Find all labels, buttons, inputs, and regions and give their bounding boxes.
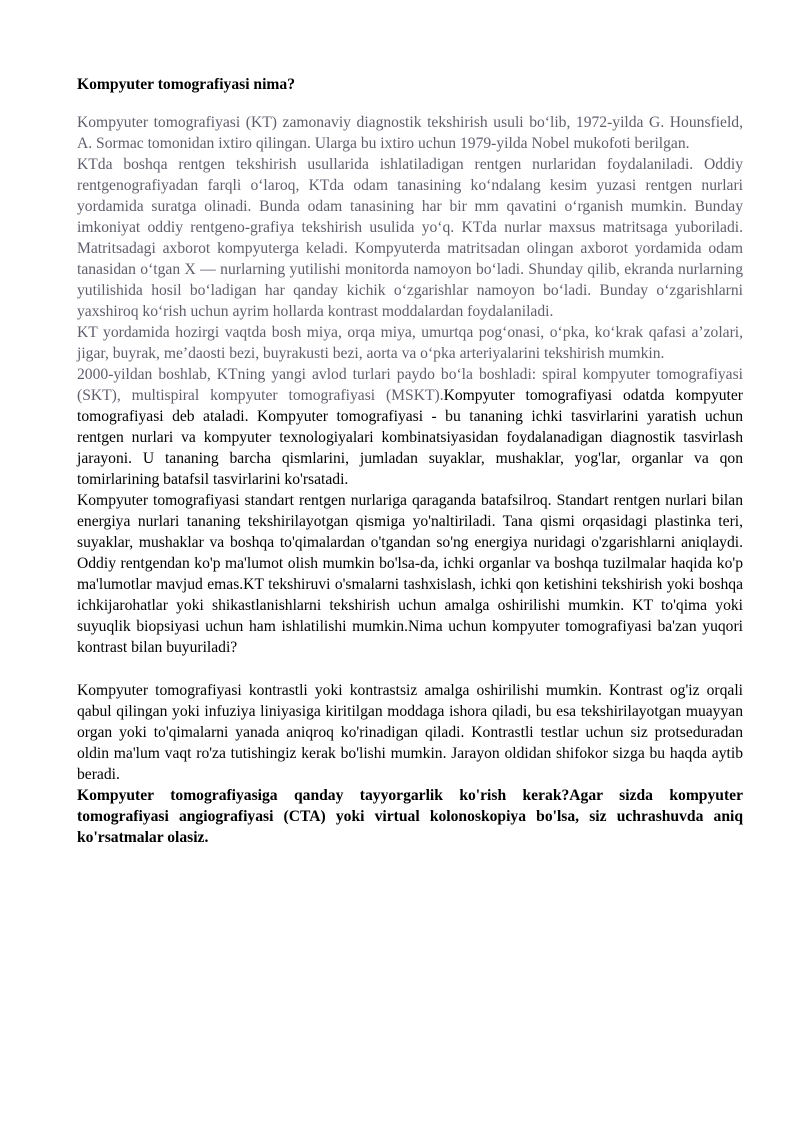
paragraph-contrast: Kompyuter tomografiyasi kontrastli yoki kontrastsiz amalga oshirilishi mumkin. Kontrast og'iz orqali qabul qilingan yoki infuziya liniyasiga kiritilgan moddaga ishora qiladi, bu esa tekshirilayotgan muayyan organ yoki to'qimalarni yanada aniqroq ko'rinadigan qiladi. Kontrastli testlar uchun siz protseduradan oldin ma'lum vaqt ro'za tutishingiz kerak bo'lishi mumkin. Jarayon oldidan shifokor sizga bu haqda aytib beradi. bbox=[77, 682, 743, 783]
document-page bbox=[77, 74, 743, 848]
paragraph-kt-organs: KT yordamida hozirgi vaqtda bosh miya, orqa miya, umurtqa pog‘onasi, o‘pka, ko‘krak qafasi a’zolari, jigar, buyrak, me’daosti bezi, buyrakusti bezi, aorta va o‘pka arteriyalarini tekshirish mumkin. bbox=[77, 324, 743, 362]
paragraph-preparation: Kompyuter tomografiyasiga qanday tayyorgarlik ko'rish kerak?Agar sizda kompyuter tomografiyasi angiografiyasi (CTA) yoki virtual kolonoskopiya bo'lsa, siz uchrashuvda aniq ko'rsatmalar olasiz. bbox=[77, 787, 743, 846]
paragraph-kt-history: Kompyuter tomografiyasi (KT) zamonaviy diagnostik tekshirish usuli bo‘lib, 1972-yilda G. Hounsfield, A. Sormac tomonidan ixtiro qilingan. Ularga bu ixtiro uchun 1979-yilda Nobel mukofoti berilgan. bbox=[77, 114, 743, 152]
paragraph-kt-method: KTda boshqa rentgen tekshirish usullarida ishlatiladigan rentgen nurlaridan foydalaniladi. Oddiy rentgenografiyadan farqli o‘laroq, KTda odam tanasining ko‘ndalang kesim yuzasi rentgen nurlari yordamida suratga olinadi. Bunda odam tanasining har bir mm qavatini o‘rganish mumkin. Bunday imkoniyat oddiy rentgeno-grafiya tekshirish usulida yo‘q. KTda nurlar maxsus matritsaga yuboriladi. Matritsadagi axborot kompyuterga keladi. Kompyuterda matritsadan olingan axborot yordamida odam tanasidan o‘tgan X — nurlarning yutilishi monitorda namoyon bo‘ladi. Shunday qilib, ekranda nurlarning yutilishida hosil bo‘ladigan har qanday kichik o‘zgarishlar namoyon bo‘ladi. Bunday o‘zgarishlarni yaxshiroq ko‘rish uchun ayrim hollarda kontrast moddalardan foydalaniladi. bbox=[77, 156, 743, 320]
page-title: Kompyuter tomografiyasi nima? bbox=[77, 76, 296, 93]
paragraph-kt-generations bbox=[77, 364, 743, 490]
paragraph-kt-generations-faded: 2000-yildan boshlab, KTning yangi avlod turlari paydo bo‘la boshladi: spiral kompyuter tomografiyasi (SKT), multispiral kompyuter tomografiyasi (MSKT). bbox=[77, 366, 743, 404]
paragraph-ct-vs-xray: Kompyuter tomografiyasi standart rentgen nurlariga qaraganda batafsilroq. Standart rentgen nurlari bilan energiya nurlari tananing tekshirilayotgan qismiga yo'naltiriladi. Tana qismi orqasidagi plastinka teri, suyaklar, mushaklar va boshqa to'qimalardan o'tgandan so'ng energiya nuridagi o'zgarishlarni aniqlaydi. Oddiy rentgendan ko'p ma'lumot olish mumkin bo'lsa-da, ichki organlar va boshqa tuzilmalar haqida ko'p ma'lumotlar mavjud emas.KT tekshiruvi o'smalarni tashxislash, ichki qon ketishini tekshirish yoki boshqa ichkijarohatlar yoki shikastlanishlarni tekshirish uchun amalga oshirilishi mumkin. KT to'qima yoki suyuqlik biopsiyasi uchun ham ishlatilishi mumkin.Nima uchun kompyuter tomografiyasi ba'zan yuqori kontrast bilan buyuriladi? bbox=[77, 492, 743, 656]
paragraph-ct-definition: Kompyuter tomografiyasi odatda kompyuter tomografiyasi deb ataladi. Kompyuter tomografiyasi - bu tananing ichki tasvirlarini yaratish uchun rentgen nurlari va kompyuter texnologiyalari kombinatsiyasidan foydalanadigan diagnostik tasvirlash jarayoni. U tananing barcha qismlarini, jumladan suyaklar, mushaklar, yog'lar, organlar va qon tomirlarining batafsil tasvirlarini ko'rsatadi. bbox=[77, 387, 743, 488]
